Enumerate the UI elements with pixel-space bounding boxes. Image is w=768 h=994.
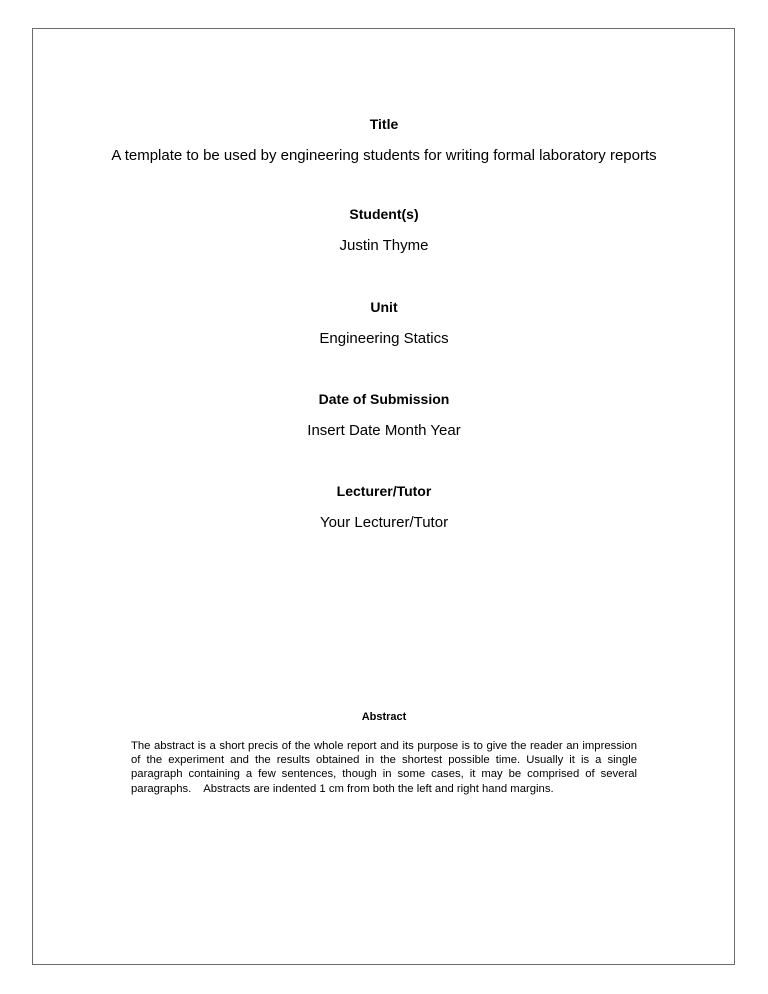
date-heading: Date of Submission [318,391,450,407]
unit-name: Engineering Statics [319,330,449,347]
title-heading: Title [369,116,399,132]
students-heading: Student(s) [349,206,419,222]
lecturer-name: Your Lecturer/Tutor [319,514,449,531]
abstract-heading: Abstract [361,711,407,723]
unit-heading: Unit [370,299,398,315]
report-title: A template to be used by engineering students for writing formal laboratory reports [111,147,657,164]
submission-date: Insert Date Month Year [307,422,461,439]
abstract-body: The abstract is a short precis of the whole report and its purpose is to give the reader an impression of the experiment and the results obtained in the shortest possible time. Usually it is a single paragraph containing a few sentences, though in some cases, it may be comprised of several paragraphs. Abstracts are indented 1 cm from both the left and right hand margins. [131,740,637,795]
student-names: Justin Thyme [339,237,429,254]
lecturer-heading: Lecturer/Tutor [336,483,432,499]
